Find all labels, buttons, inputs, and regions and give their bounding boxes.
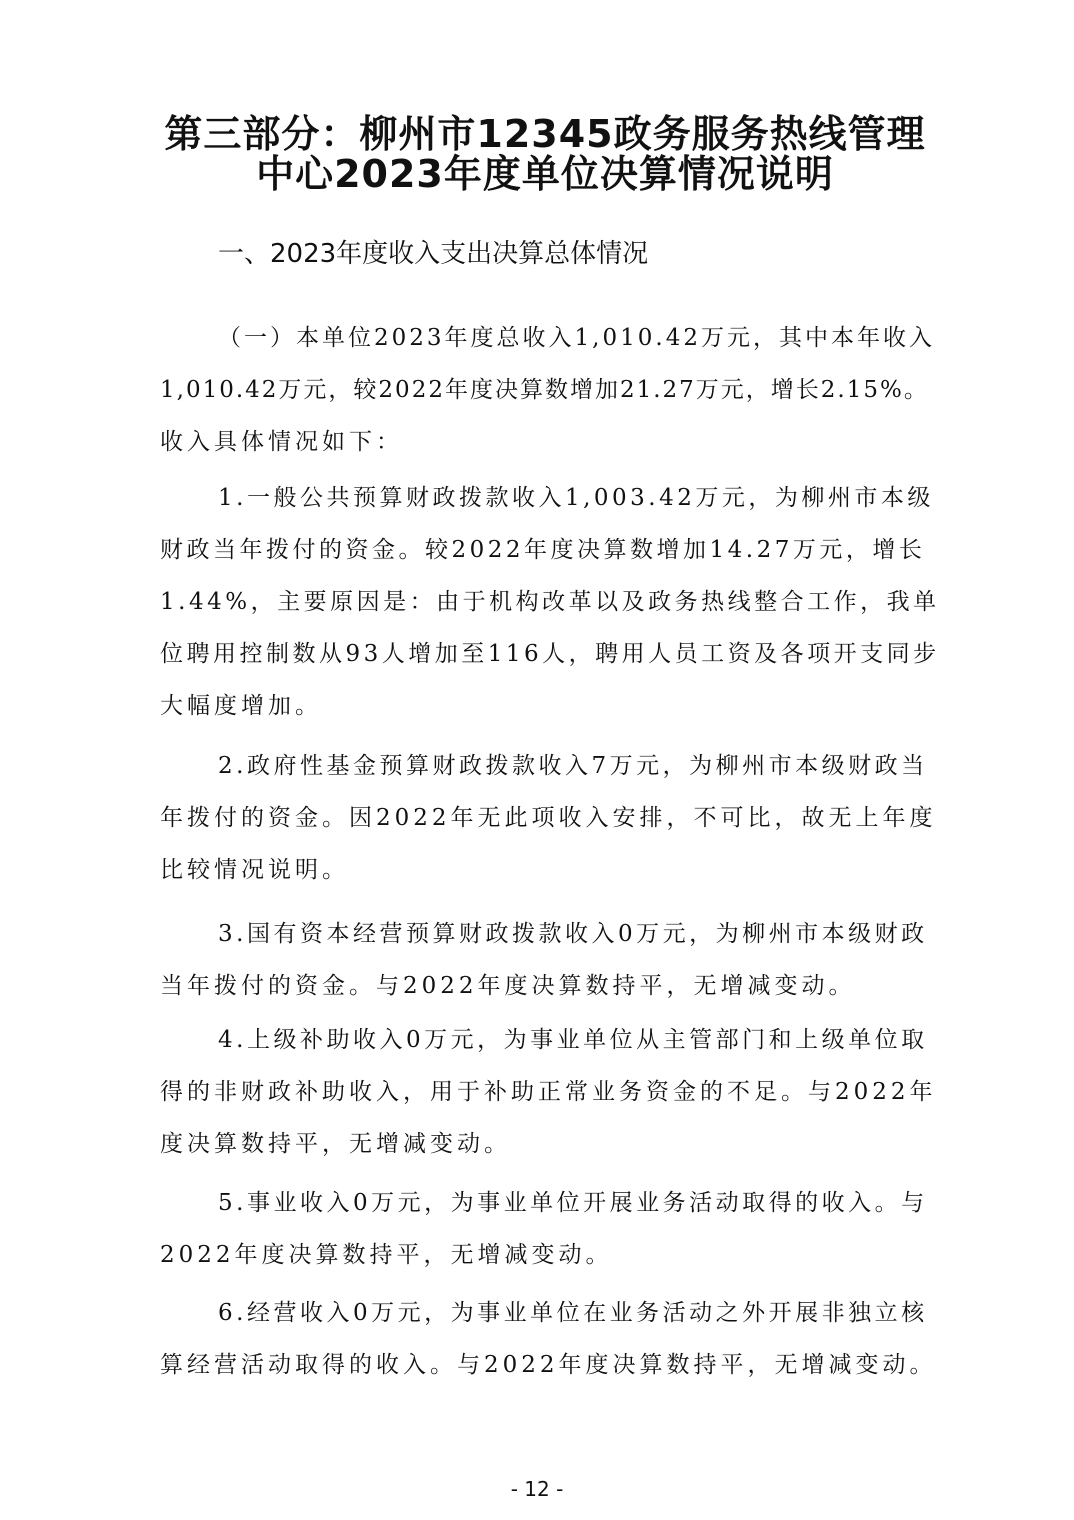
paragraph-line: 算经营活动取得的收入。与2022年度决算数持平，无增减变动。 bbox=[160, 1352, 937, 1378]
paragraph-line: 2.政府性基金预算财政拨款收入7万元，为柳州市本级财政当 bbox=[218, 753, 928, 779]
paragraph-line: 得的非财政补助收入，用于补助正常业务资金的不足。与2022年 bbox=[160, 1079, 937, 1105]
document-title-line-2: 中心2023年度单位决算情况说明 bbox=[256, 152, 834, 196]
paragraph-line: 比较情况说明。 bbox=[160, 857, 349, 883]
document-title-line-1: 第三部分：柳州市12345政务服务热线管理 bbox=[164, 112, 926, 156]
paragraph-line: 2022年度决算数持平，无增减变动。 bbox=[160, 1242, 613, 1268]
paragraph-superior-subsidy-income bbox=[160, 1014, 940, 1170]
paragraph-general-budget-income bbox=[160, 472, 940, 732]
paragraph-government-fund-income bbox=[160, 740, 940, 896]
paragraph-line: 5.事业收入0万元，为事业单位开展业务活动取得的收入。与 bbox=[218, 1190, 928, 1216]
paragraph-line: 财政当年拨付的资金。较2022年度决算数增加14.27万元，增长 bbox=[160, 537, 926, 563]
paragraph-line: 1.44%，主要原因是：由于机构改革以及政务热线整合工作，我单 bbox=[160, 589, 940, 615]
paragraph-line: 大幅度增加。 bbox=[160, 693, 322, 719]
paragraph-line: 3.国有资本经营预算财政拨款收入0万元，为柳州市本级财政 bbox=[218, 921, 928, 947]
paragraph-line: 4.上级补助收入0万元，为事业单位从主管部门和上级单位取 bbox=[218, 1027, 928, 1053]
paragraph-line: 1.一般公共预算财政拨款收入1,003.42万元，为柳州市本级 bbox=[218, 485, 934, 511]
paragraph-line: 收入具体情况如下： bbox=[160, 429, 403, 455]
paragraph-line: 度决算数持平，无增减变动。 bbox=[160, 1131, 511, 1157]
page-number: - 12 - bbox=[510, 1477, 564, 1501]
paragraph-line: 位聘用控制数从93人增加至116人，聘用人员工资及各项开支同步 bbox=[160, 641, 940, 667]
paragraph-line: 1,010.42万元，较2022年度决算数增加21.27万元，增长2.15%。 bbox=[160, 377, 929, 403]
paragraph-business-income bbox=[160, 1177, 940, 1281]
paragraph-line: 当年拨付的资金。与2022年度决算数持平，无增减变动。 bbox=[160, 973, 856, 999]
paragraph-total-income bbox=[160, 312, 940, 468]
paragraph-state-capital-income bbox=[160, 908, 940, 1012]
section-heading: 一、2023年度收入支出决算总体情况 bbox=[218, 239, 649, 269]
paragraph-line: 年拨付的资金。因2022年无此项收入安排，不可比，故无上年度 bbox=[160, 805, 937, 831]
paragraph-line: （一）本单位2023年度总收入1,010.42万元，其中本年收入 bbox=[218, 325, 935, 351]
paragraph-line: 6.经营收入0万元，为事业单位在业务活动之外开展非独立核 bbox=[218, 1300, 928, 1326]
paragraph-operating-income bbox=[160, 1287, 940, 1391]
